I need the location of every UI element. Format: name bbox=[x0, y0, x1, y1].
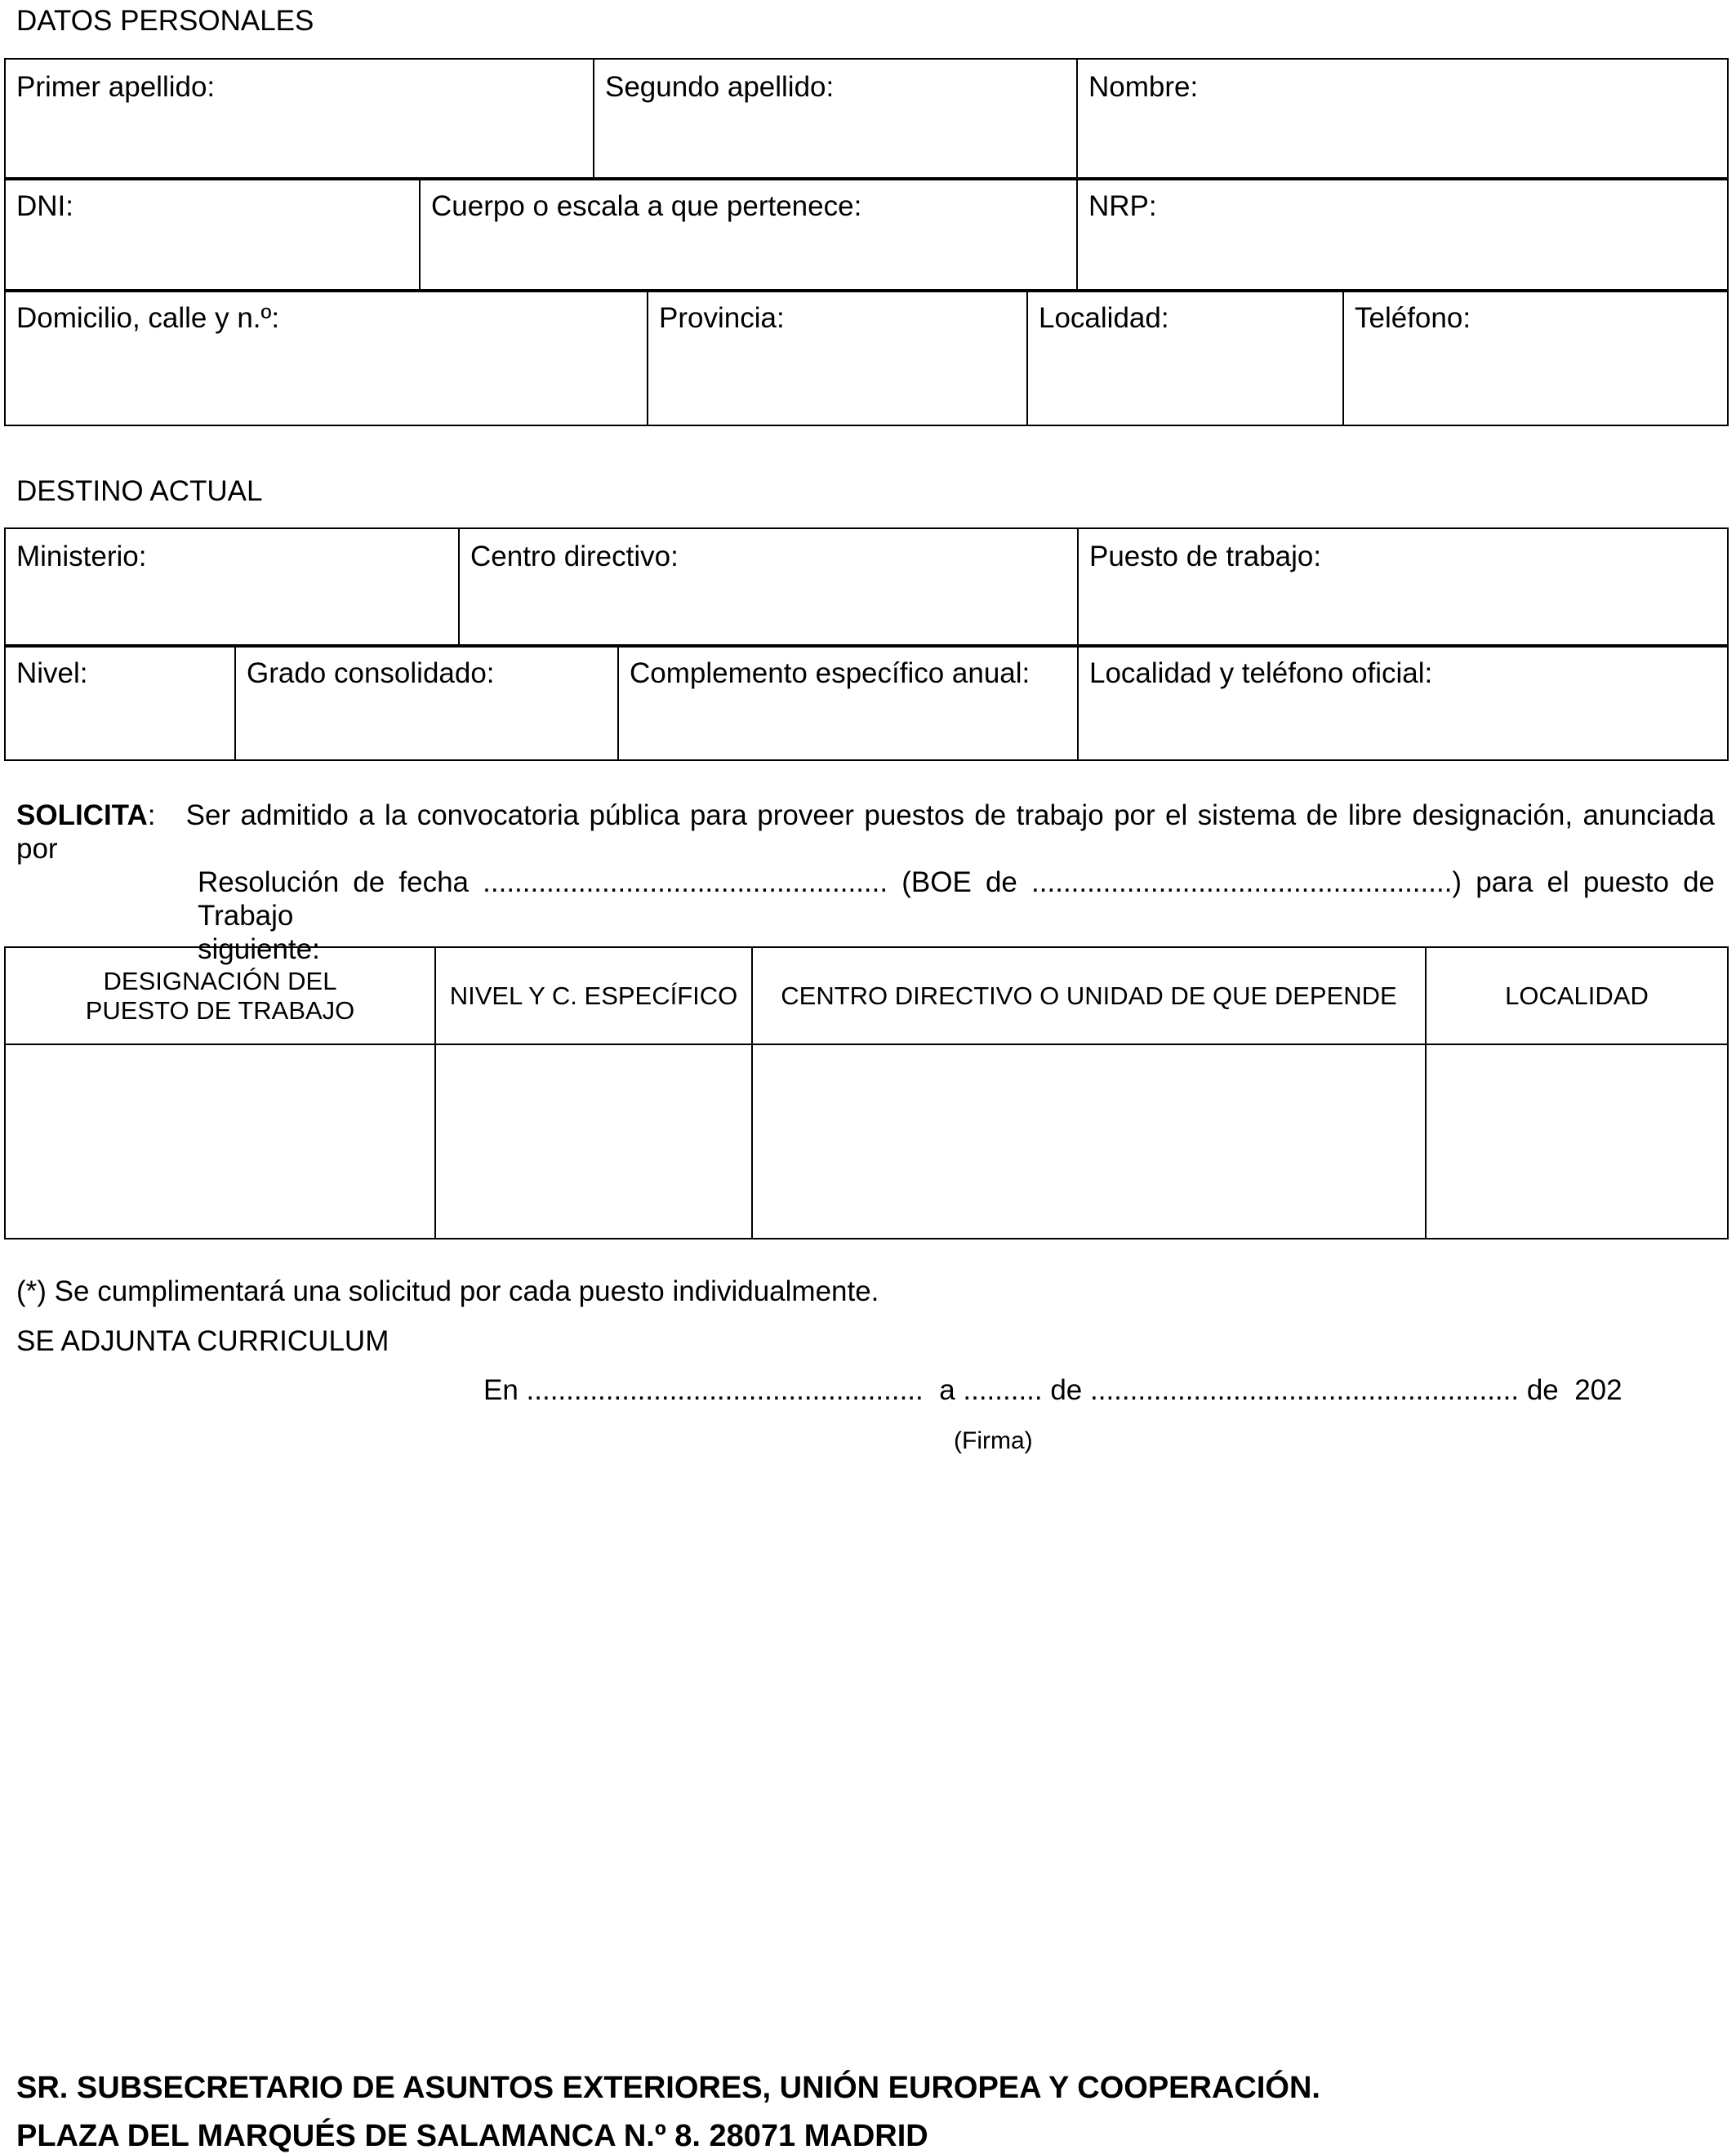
field-nrp[interactable] bbox=[1077, 178, 1728, 292]
field-nombre[interactable] bbox=[1077, 59, 1728, 180]
field-label: Localidad: bbox=[1039, 302, 1169, 334]
field-label: NRP: bbox=[1088, 190, 1157, 222]
field-label: Grado consolidado: bbox=[247, 657, 495, 689]
cell-nivel-input[interactable] bbox=[435, 1044, 752, 1239]
column-header-designacion bbox=[5, 947, 435, 1044]
field-centro-directivo[interactable] bbox=[459, 528, 1078, 647]
recipient-line: SR. SUBSECRETARIO DE ASUNTOS EXTERIORES, UNIÓN EUROPEA Y COOPERACIÓN. bbox=[16, 2071, 1320, 2105]
solicita-colon: : bbox=[147, 799, 156, 831]
destino-actual-row-2 bbox=[4, 644, 1729, 761]
puesto-solicitado-table bbox=[4, 946, 1729, 1239]
field-primer-apellido[interactable] bbox=[5, 59, 594, 180]
cell-localidad-input[interactable] bbox=[1426, 1044, 1728, 1239]
field-label: Domicilio, calle y n.º: bbox=[16, 302, 280, 334]
firma-label: (Firma) bbox=[954, 1427, 1033, 1454]
field-label: Nombre: bbox=[1088, 71, 1199, 103]
datos-personales-row-2 bbox=[4, 177, 1729, 292]
note-asterisk: (*) Se cumplimentará una solicitud por cada puesto individualmente. bbox=[16, 1275, 879, 1307]
field-localidad-telefono-oficial[interactable] bbox=[1078, 645, 1728, 760]
column-header-label: DESIGNACIÓN DEL PUESTO DE TRABAJO bbox=[85, 966, 355, 1025]
field-provincia[interactable] bbox=[648, 290, 1027, 425]
field-localidad[interactable] bbox=[1027, 290, 1343, 425]
solicita-line-1 bbox=[16, 799, 1715, 866]
field-telefono[interactable] bbox=[1343, 290, 1728, 425]
datos-personales-row-1 bbox=[4, 58, 1729, 180]
destino-actual-row-1 bbox=[4, 527, 1729, 648]
date-line[interactable]: En .................................................. a .......... de ...................................................... de 202 bbox=[483, 1374, 1622, 1406]
column-header-localidad: LOCALIDAD bbox=[1426, 947, 1728, 1044]
solicita-label: SOLICITA bbox=[16, 799, 148, 831]
field-label: Teléfono: bbox=[1355, 302, 1471, 334]
field-label: Cuerpo o escala a que pertenece: bbox=[431, 190, 862, 222]
field-label: Ministerio: bbox=[16, 541, 147, 572]
cell-centro-directivo-input[interactable] bbox=[752, 1044, 1426, 1239]
field-puesto-trabajo[interactable] bbox=[1078, 528, 1728, 647]
field-label: Puesto de trabajo: bbox=[1089, 541, 1322, 572]
field-complemento-especifico[interactable] bbox=[618, 645, 1078, 760]
section-heading-destino-actual: DESTINO ACTUAL bbox=[16, 475, 263, 507]
solicita-paragraph bbox=[16, 799, 1715, 966]
field-label: Nivel: bbox=[16, 657, 88, 689]
field-dni[interactable] bbox=[5, 178, 420, 292]
field-label: Provincia: bbox=[659, 302, 785, 334]
field-cuerpo-escala[interactable] bbox=[420, 178, 1077, 292]
field-label: Primer apellido: bbox=[16, 71, 216, 103]
field-ministerio[interactable] bbox=[5, 528, 459, 647]
field-grado-consolidado[interactable] bbox=[235, 645, 618, 760]
field-label: Complemento específico anual: bbox=[630, 657, 1030, 689]
field-segundo-apellido[interactable] bbox=[594, 59, 1077, 180]
solicita-line-3: siguiente: bbox=[198, 933, 320, 965]
field-label: DNI: bbox=[16, 190, 73, 222]
field-nivel[interactable] bbox=[5, 645, 235, 760]
field-domicilio[interactable] bbox=[5, 290, 648, 425]
cell-designacion-input[interactable] bbox=[5, 1044, 435, 1239]
address-line: PLAZA DEL MARQUÉS DE SALAMANCA N.º 8. 28071 MADRID bbox=[16, 2119, 928, 2153]
field-label: Centro directivo: bbox=[470, 541, 679, 572]
datos-personales-row-3 bbox=[4, 289, 1729, 426]
section-heading-datos-personales: DATOS PERSONALES bbox=[16, 5, 314, 37]
solicita-text-1: Ser admitido a la convocatoria pública para proveer puestos de trabajo por el sistema de libre designación, anunciada por bbox=[16, 799, 1715, 865]
field-label: Localidad y teléfono oficial: bbox=[1089, 657, 1433, 689]
solicita-line-2: Resolución de fecha ................................................... (BOE de .....................................................) para el puesto de Trabajo bbox=[198, 866, 1715, 932]
column-header-nivel: NIVEL Y C. ESPECÍFICO bbox=[435, 947, 752, 1044]
column-header-centro-directivo: CENTRO DIRECTIVO O UNIDAD DE QUE DEPENDE bbox=[752, 947, 1426, 1044]
note-curriculum: SE ADJUNTA CURRICULUM bbox=[16, 1325, 389, 1357]
field-label: Segundo apellido: bbox=[605, 71, 835, 103]
